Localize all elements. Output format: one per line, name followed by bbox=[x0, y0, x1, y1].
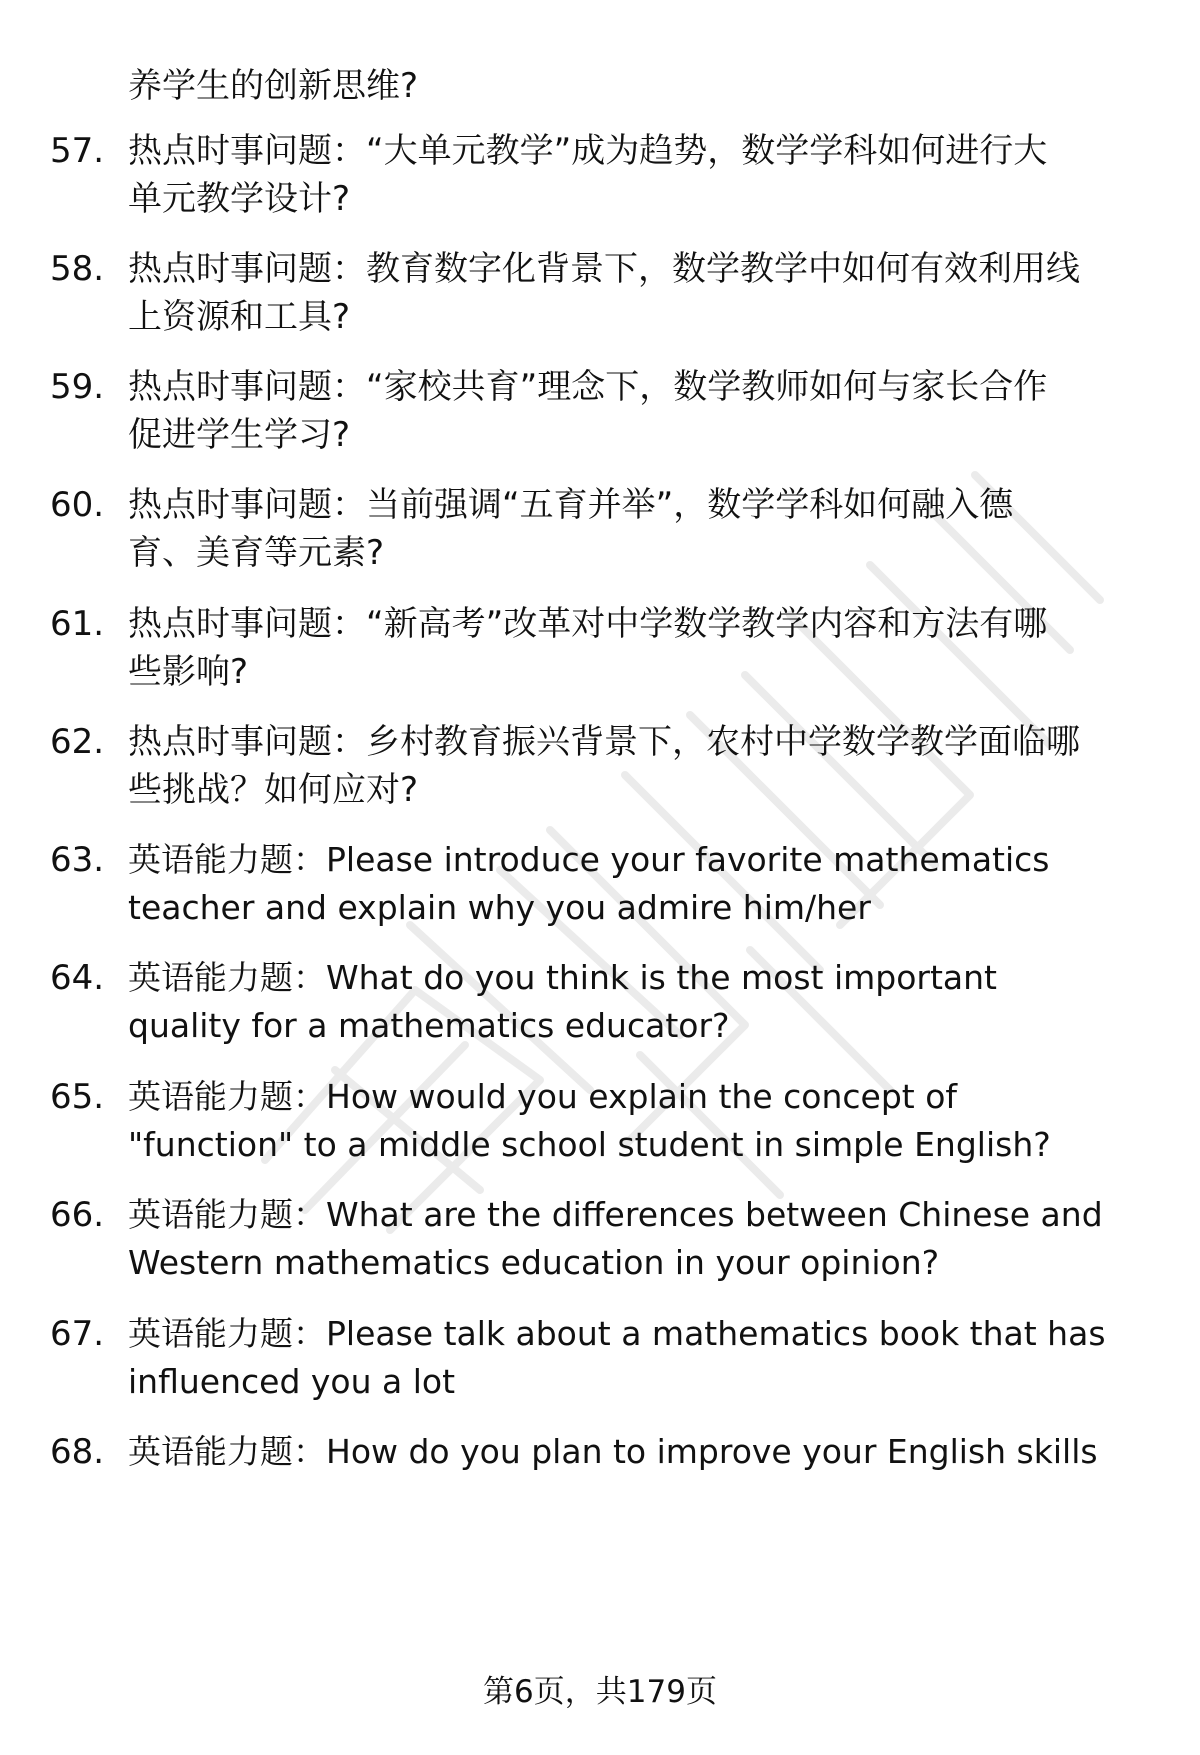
question-text: 英语能力题：Please talk about a mathematics book that has influenced you a lot bbox=[128, 1314, 1106, 1401]
question-number: 61. bbox=[50, 604, 105, 644]
question-number: 62. bbox=[50, 722, 105, 762]
question-item bbox=[50, 954, 1160, 1050]
question-item bbox=[50, 1310, 1160, 1406]
question-number: 59. bbox=[50, 367, 105, 407]
question-number: 57. bbox=[50, 131, 105, 171]
question-item bbox=[50, 245, 1160, 341]
question-text: 热点时事问题：乡村教育振兴背景下，农村中学数学教学面临哪 些挑战？如何应对? bbox=[128, 722, 1080, 810]
question-item bbox=[50, 363, 1160, 459]
question-text: 热点时事问题：“新高考”改革对中学数学教学内容和方法有哪 些影响? bbox=[128, 604, 1048, 692]
question-text: 热点时事问题：“家校共育”理念下，数学教师如何与家长合作 促进学生学习? bbox=[128, 367, 1048, 455]
question-text: 英语能力题：How would you explain the concept of "function" to a middle school student in simple English? bbox=[128, 1077, 1051, 1164]
question-item bbox=[50, 836, 1160, 932]
question-text: 英语能力题：What are the differences between Chinese and Western mathematics education in your opinion? bbox=[128, 1195, 1103, 1282]
question-number: 64. bbox=[50, 958, 105, 998]
question-text: 热点时事问题：当前强调“五育并举”，数学学科如何融入德 育、美育等元素? bbox=[128, 485, 1014, 573]
question-number: 65. bbox=[50, 1077, 105, 1117]
question-number: 63. bbox=[50, 840, 105, 880]
question-item bbox=[50, 1428, 1160, 1524]
continued-question-text: 养学生的创新思维? bbox=[128, 66, 419, 106]
question-number: 66. bbox=[50, 1195, 105, 1235]
question-item bbox=[50, 1191, 1160, 1287]
page-number-footer: 第6页，共179页 bbox=[483, 1674, 717, 1710]
question-item bbox=[50, 127, 1160, 223]
question-text: 热点时事问题：教育数字化背景下，数学教学中如何有效利用线 上资源和工具? bbox=[128, 249, 1080, 337]
question-item bbox=[50, 600, 1160, 696]
question-number: 58. bbox=[50, 249, 105, 289]
question-item bbox=[50, 1073, 1160, 1169]
question-text: 英语能力题：How do you plan to improve your English skills bbox=[128, 1432, 1098, 1471]
question-text: 热点时事问题：“大单元教学”成为趋势，数学学科如何进行大 单元教学设计? bbox=[128, 131, 1048, 219]
question-number: 68. bbox=[50, 1432, 105, 1472]
question-text: 英语能力题：Please introduce your favorite mathematics teacher and explain why you admire him/her bbox=[128, 840, 1050, 927]
question-item bbox=[50, 481, 1160, 577]
question-number: 60. bbox=[50, 485, 105, 525]
question-number: 67. bbox=[50, 1314, 105, 1354]
question-text: 英语能力题：What do you think is the most important quality for a mathematics educator? bbox=[128, 958, 997, 1045]
question-item bbox=[50, 718, 1160, 814]
